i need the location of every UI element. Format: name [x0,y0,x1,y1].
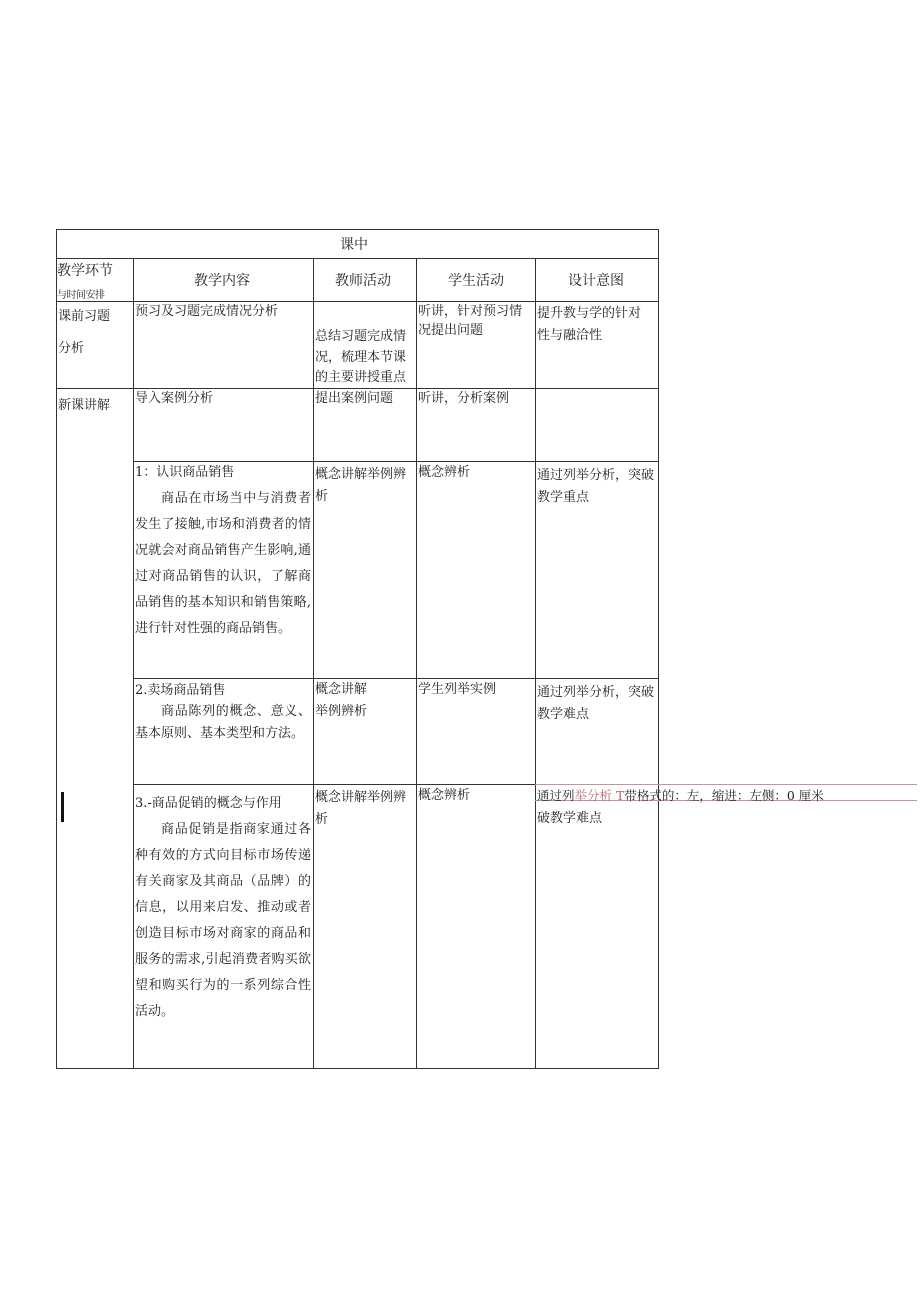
row4-intent-line1: 通过列举分析，突破 [537,685,655,700]
row1-stage-line1: 课前习题 [58,309,111,324]
row3-content-body: 商品在市场当中与消费者发生了接触,市场和消费者的情况就会对商品销售产生影响,通过对商品销售的认识，了解商品销售的基本知识和销售策略,进行针对性强的商品销售。 [135,491,311,636]
row4-intent-line2: 教学难点 [537,707,590,722]
row5-intent-part1: 通过列 [537,788,575,803]
header-stage-sub: 与时间安排 [57,290,105,301]
row1-content: 预习及习题完成情况分析 [135,304,279,319]
row5-content-title: 3.-商品促销的概念与作用 [135,796,282,811]
row2-stage: 新课讲解 [58,398,111,413]
table-title: 课中 [340,237,368,253]
header-teacher: 教师活动 [335,273,391,289]
row1-intent-line2: 性与融洽性 [537,328,603,343]
row5-content-body: 商品促销是指商家通过各种有效的方式向目标市场传递有关商家及其商品（品牌）的信息，以用来启发、推动或者创造目标市场对商家的商品和服务的需求,引起消费者购买欲望和购买行为的一系列综合性活动。 [135,822,311,1019]
row1-teacher-line3: 的主要讲授重点 [315,370,407,385]
row5-intent-line1 [537,786,824,805]
revision-inserted-text: 举分析 T [574,788,625,803]
header-student: 学生活动 [448,273,504,289]
row1-student-line2: 况提出问题 [418,323,484,338]
row1-stage-line2: 分析 [58,341,85,356]
row1-student-line1: 听讲，针对预习情 [418,304,523,319]
row3-student: 概念辨析 [418,465,471,480]
row1-teacher-line2: 况，梳理本节课 [315,350,407,365]
format-comment[interactable]: 带格式的：左，缩进：左侧：0 厘米 [624,788,824,803]
row3-teacher-line2: 析 [315,489,329,504]
row5-intent-line2: 破教学难点 [537,811,603,826]
revision-comment-line [535,784,917,785]
header-content: 教学内容 [194,273,250,289]
row4-teacher-line1: 概念讲解 [315,682,368,697]
row2-content: 导入案例分析 [135,391,214,406]
row2-student: 听讲，分析案例 [418,391,510,406]
row5-teacher-line1: 概念讲解举例辨 [315,790,407,805]
row5-teacher-line2: 析 [315,812,329,827]
row3-teacher-line1: 概念讲解举例辨 [315,467,407,482]
row5-student: 概念辨析 [418,788,471,803]
row2-teacher: 提出案例问题 [315,391,394,406]
row1-teacher-line1: 总结习题完成情 [315,329,407,344]
row3-intent-line1: 通过列举分析，突破 [537,468,655,483]
row3-intent-line2: 教学重点 [537,490,590,505]
row4-teacher-line2: 举例辨析 [315,704,368,719]
row1-intent-line1: 提升教与学的针对 [537,306,642,321]
row4-content-title: 2.卖场商品销售 [135,683,226,698]
row4-content-body: 商品陈列的概念、意义、基本原则、基本类型和方法。 [135,704,311,741]
header-stage: 教学环节 [57,263,113,279]
row4-student: 学生列举实例 [418,682,497,697]
header-intent: 设计意图 [568,273,624,289]
text-cursor [61,792,64,822]
row3-content-title: 1：认识商品销售 [135,465,235,480]
